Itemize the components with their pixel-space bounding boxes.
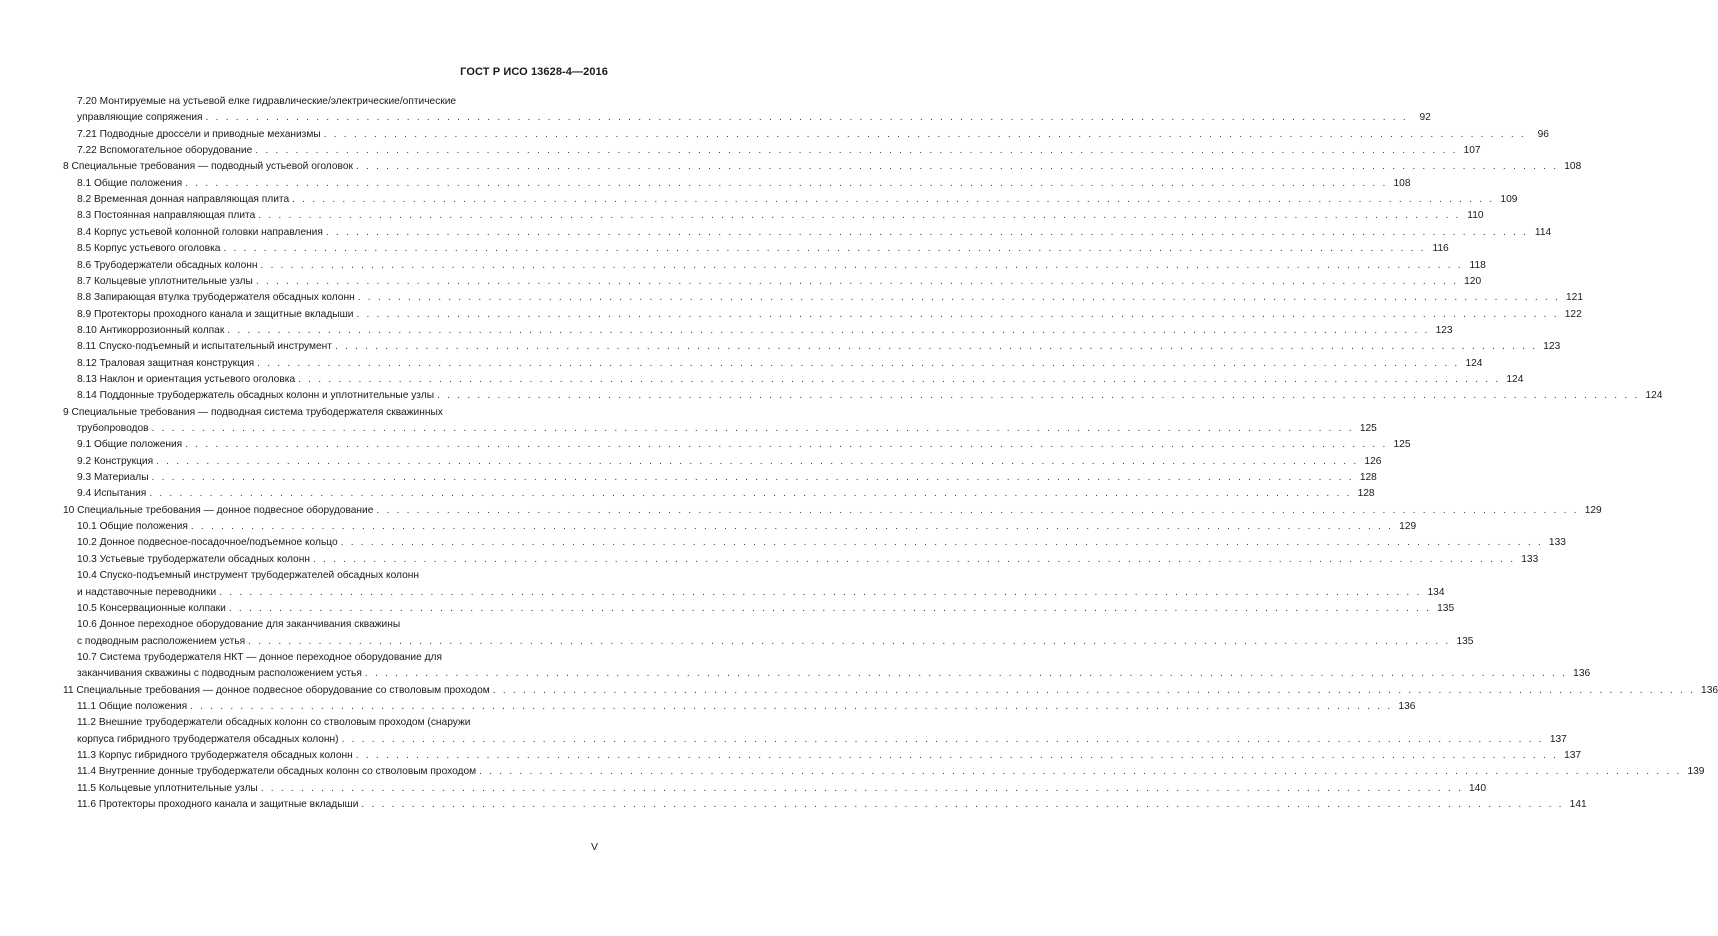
toc-entry [77, 651, 598, 665]
toc-leader-dots: . . . . . . . . . . . . . . . . . . . . . . . . . . . . . . . . . . . . . . . . . . . . . . . . . . . . . . . . . . . . . . . . . . . . . . . . . . . . . . . . . . . . . . . . . . . . . . . . . . . . . . . . . . . . . . . . . . . . . . . . [190, 521, 1394, 533]
toc-entry-title: 8.12 Траловая защитная конструкция [77, 357, 255, 369]
toc-entry-page: 121 [1565, 292, 1583, 304]
toc-entry-title: трубопроводов [77, 423, 149, 434]
toc-entry-title: 8.6 Трубодержатели обсадных колонн [77, 259, 258, 271]
toc-entry-title: и надставочные переводники [77, 586, 217, 598]
toc-entry [77, 193, 1518, 207]
toc-entry-title: 8.9 Протекторы проходного канала и защитные вкладыши [77, 308, 354, 320]
toc-leader-dots: . . . . . . . . . . . . . . . . . . . . . . . . . . . . . . . . . . . . . . . . . . . . . . . . . . . . . . . . . . . . . . . . . . . . . . . . . . . . . . . . . . . . . . . . . . . . . . . . . . . . . . . . . . . . . . . . . . . . . . . . [185, 439, 1388, 451]
toc-entry-title: 8.11 Спуско-подъемный и испытательный инструмент [77, 341, 332, 353]
toc-entry [63, 504, 1602, 518]
toc-leader-dots: . . . . . . . . . . . . . . . . . . . . . . . . . . . . . . . . . . . . . . . . . . . . . . . . . . . . . . . . . . . . . . . . . . . . . . . . . . . . . . . . . . . . . . . . . . . . . . . . . . . . . . . . . . . . . . . . . . . . . . . . [260, 259, 1463, 271]
toc-leader-dots: . . . . . . . . . . . . . . . . . . . . . . . . . . . . . . . . . . . . . . . . . . . . . . . . . . . . . . . . . . . . . . . . . . . . . . . . . . . . . . . . . . . . . . . . . . . . . . . . . . . . . . . . . . . . . . . . . . . . . . . . [355, 750, 1559, 761]
toc-leader-dots: . . . . . . . . . . . . . . . . . . . . . . . . . . . . . . . . . . . . . . . . . . . . . . . . . . . . . . . . . . . . . . . . . . . . . . . . . . . . . . . . . . . . . . . . . . . . . . . . . . . . . . . . . . . . . . . . . . . . . . . . [355, 161, 1559, 173]
toc-entry-page: 116 [1432, 243, 1449, 255]
toc-entry-title: 10.6 Донное переходное оборудование для заканчивания скважины [77, 619, 401, 631]
toc-entry-title: 10.3 Устьевые трубодержатели обсадных колонн [77, 553, 310, 565]
toc-leader-dots: . . . . . . . . . . . . . . . . . . . . . . . . . . . . . . . . . . . . . . . . . . . . . . . . . . . . . . . . . . . . . . . . . . . . . . . . . . . . . . . . . . . . . . . . . . . . . . . . . . . . . . . . . . . . . . . . . . . . . . . . [248, 635, 1451, 647]
toc-leader-dots: . . . . . . . . . . . . . . . . . . . . . . . . . . . . . . . . . . . . . . . . . . . . . . . . . . . . . . . . . . . . . . . . . . . . . . . . . . . . . . . . . . . . . . . . . . . . . . . . . . . . . . . . . . . . . . . . . . . . . . . . [190, 700, 1393, 712]
toc-entry [63, 160, 1582, 174]
toc-leader-dots: . . . . . . . . . . . . . . . . . . . . . . . . . . . . . . . . . . . . . . . . . . . . . . . . . . . . . . . . . . . . . . . . . . . . . . . . . . . . . . . . . . . . . . . . . . . . . . . . . . . . . . . . . . . . . . . . . . . . . . . . [227, 324, 1430, 336]
toc-leader-dots: . . . . . . . . . . . . . . . . . . . . . . . . . . . . . . . . . . . . . . . . . . . . . . . . . . . . . . . . . . . . . . . . . . . . . . . . . . . . . . . . . . . . . . . . . . . . . . . . . . . . . . . . . . . . . . . . . . . . . . . . [325, 226, 1529, 238]
toc-entry [77, 275, 1482, 289]
toc-leader-dots: . . . . . . . . . . . . . . . . . . . . . . . . . . . . . . . . . . . . . . . . . . . . . . . . . . . . . . . . . . . . . . . . . . . . . . . . . . . . . . . . . . . . . . . . . . . . . . . . . . . . . . . . . . . . . . . . . . . . . . . . [298, 373, 1501, 385]
toc-entry [77, 422, 1377, 436]
toc-entry-page: 107 [1463, 145, 1481, 157]
toc-entry [77, 602, 1455, 616]
toc-entry-title: 8.14 Поддонные трубодержатель обсадных колонн и уплотнительные узлы [77, 390, 435, 402]
toc-entry-title: 9 Специальные требования — подводная система трубодержателя скважинных [63, 406, 443, 418]
toc-entry-title: 8 Специальные требования — подводный устьевой оголовок [63, 161, 353, 173]
toc-leader-dots: . . . . . . . . . . . . . . . . . . . . . . . . . . . . . . . . . . . . . . . . . . . . . . . . . . . . . . . . . . . . . . . . . . . . . . . . . . . . . . . . . . . . . . . . . . . . . . . . . . . . . . . . . . . . . . . . . . . . . . . . [205, 112, 1408, 124]
toc-entry-page: 133 [1521, 553, 1539, 565]
toc-entry-page: 137 [1549, 733, 1567, 745]
toc-entry-page: 114 [1534, 226, 1552, 238]
toc-entry-page: 136 [1573, 668, 1591, 680]
toc-entry-page: 123 [1435, 324, 1453, 336]
toc-entry-title: 11 Специальные требования — донное подвесное оборудование со стволовым проходом [63, 684, 490, 696]
toc-entry-page: 129 [1584, 504, 1602, 516]
toc-leader-dots: . . . . . . . . . . . . . . . . . . . . . . . . . . . . . . . . . . . . . . . . . . . . . . . . . . . . . . . . . . . . . . . . . . . . . . . . . . . . . . . . . . . . . . . . . . . . . . . . . . . . . . . . . . . . . . . . . . . . . . . . [376, 504, 1579, 516]
toc-entry-title: 8.4 Корпус устьевой колонной головки направления [77, 226, 323, 238]
toc-leader-dots: . . . . . . . . . . . . . . . . . . . . . . . . . . . . . . . . . . . . . . . . . . . . . . . . . . . . . . . . . . . . . . . . . . . . . . . . . . . . . . . . . . . . . . . . . . . . . . . . . . . . . . . . . . . . . . . . . . . . . . . . [151, 472, 1354, 484]
toc-entry-title: 10.2 Донное подвесное-посадочное/подъемное кольцо [77, 537, 338, 549]
toc-entry-page: 135 [1456, 635, 1474, 647]
toc-leader-dots: . . . . . . . . . . . . . . . . . . . . . . . . . . . . . . . . . . . . . . . . . . . . . . . . . . . . . . . . . . . . . . . . . . . . . . . . . . . . . . . . . . . . . . . . . . . . . . . . . . . . . . . . . . . . . . . . . . . . . . . . [260, 782, 1464, 794]
toc-leader-dots: . . . . . . . . . . . . . . . . . . . . . . . . . . . . . . . . . . . . . . . . . . . . . . . . . . . . . . . . . . . . . . . . . . . . . . . . . . . . . . . . . . . . . . . . . . . . . . . . . . . . . . . . . . . . . . . . . . . . . . . . [185, 177, 1388, 189]
toc-entry-title: 9.3 Материалы [77, 472, 149, 484]
toc-entry [77, 520, 1417, 534]
toc-entry-page: 124 [1645, 390, 1663, 402]
toc-entry-title: 8.3 Постоянная направляющая плита [77, 210, 256, 222]
toc-entry-title: управляющие сопряжения [77, 112, 203, 124]
toc-leader-dots: . . . . . . . . . . . . . . . . . . . . . . . . . . . . . . . . . . . . . . . . . . . . . . . . . . . . . . . . . . . . . . . . . . . . . . . . . . . . . . . . . . . . . . . . . . . . . . . . . . . . . . . . . . . . . . . . . . . . . . . . [357, 292, 1560, 304]
toc-entry [77, 373, 1524, 387]
toc-entry-title: 7.22 Вспомогательное оборудование [77, 145, 253, 157]
toc-entry [77, 700, 1416, 714]
toc-leader-dots: . . . . . . . . . . . . . . . . . . . . . . . . . . . . . . . . . . . . . . . . . . . . . . . . . . . . . . . . . . . . . . . . . . . . . . . . . . . . . . . . . . . . . . . . . . . . . . . . . . . . . . . . . . . . . . . . . . . . . . . . [356, 308, 1559, 320]
toc-entry-title: 8.7 Кольцевые уплотнительные узлы [77, 275, 253, 287]
toc-entry [77, 553, 1539, 567]
toc-leader-dots: . . . . . . . . . . . . . . . . . . . . . . . . . . . . . . . . . . . . . . . . . . . . . . . . . . . . . . . . . . . . . . . . . . . . . . . . . . . . . . . . . . . . . . . . . . . . . . . . . . . . . . . . . . . . . . . . . . . . . . . . [219, 586, 1422, 598]
toc-leader-dots: . . . . . . . . . . . . . . . . . . . . . . . . . . . . . . . . . . . . . . . . . . . . . . . . . . . . . . . . . . . . . . . . . . . . . . . . . . . . . . . . . . . . . . . . . . . . . . . . . . . . . . . . . . . . . . . . . . . . . . . . [258, 210, 1461, 222]
toc-entry [77, 586, 1445, 600]
toc-entry [77, 749, 1582, 763]
toc-entry [77, 226, 1552, 240]
toc-entry-title: 7.21 Подводные дроссели и приводные механизмы [77, 128, 321, 140]
toc-entry-page: 108 [1393, 177, 1411, 189]
toc-entry-title: 11.3 Корпус гибридного трубодержателя обсадных колонн [77, 750, 353, 761]
toc-entry-title: 10.4 Спуско-подъемный инструмент трубодержателей обсадных колонн [77, 570, 420, 582]
toc-entry-page: 108 [1564, 161, 1582, 173]
toc-entry-title: 9.2 Конструкция [77, 455, 154, 467]
toc-entry [77, 340, 1561, 354]
toc-entry-page: 135 [1437, 602, 1455, 614]
toc-entry [77, 487, 1375, 501]
toc-entry-page: 124 [1506, 373, 1524, 385]
toc-entry [77, 455, 1382, 469]
toc-entry-title: 10.1 Общие положения [77, 521, 188, 533]
toc-entry [77, 111, 1431, 125]
toc-entry-title: 8.1 Общие положения [77, 177, 183, 189]
toc-entry-title: 11.5 Кольцевые уплотнительные узлы [77, 782, 258, 794]
page-number: V [590, 841, 598, 853]
toc-entry-title: 8.8 Запирающая втулка трубодержателя обсадных колонн [77, 292, 355, 304]
toc-entry [77, 618, 598, 632]
toc-entry-page: 96 [1537, 128, 1549, 140]
toc-entry [77, 291, 1583, 305]
toc-entry-title: 8.10 Антикоррозионный колпак [77, 324, 225, 336]
toc-leader-dots: . . . . . . . . . . . . . . . . . . . . . . . . . . . . . . . . . . . . . . . . . . . . . . . . . . . . . . . . . . . . . . . . . . . . . . . . . . . . . . . . . . . . . . . . . . . . . . . . . . . . . . . . . . . . . . . . . . . . . . . . [149, 488, 1352, 500]
toc-leader-dots: . . . . . . . . . . . . . . . . . . . . . . . . . . . . . . . . . . . . . . . . . . . . . . . . . . . . . . . . . . . . . . . . . . . . . . . . . . . . . . . . . . . . . . . . . . . . . . . . . . . . . . . . . . . . . . . . . . . . . . . . [334, 341, 1538, 353]
toc-entry [77, 308, 1582, 322]
toc-entry-page: 137 [1564, 750, 1582, 761]
toc-entry-title: 11.6 Протекторы проходного канала и защитные вкладыши [77, 799, 359, 811]
toc-entry-title: 9.1 Общие положения [77, 439, 183, 451]
toc-entry-page: 128 [1359, 472, 1377, 484]
toc-leader-dots: . . . . . . . . . . . . . . . . . . . . . . . . . . . . . . . . . . . . . . . . . . . . . . . . . . . . . . . . . . . . . . . . . . . . . . . . . . . . . . . . . . . . . . . . . . . . . . . . . . . . . . . . . . . . . . . . . . . . . . . . [257, 357, 1460, 369]
toc-entry [77, 667, 1591, 681]
toc-entry-title: 11.4 Внутренние донные трубодержатели обсадных колонн со стволовым проходом [77, 766, 477, 778]
toc-entry [77, 95, 598, 109]
toc-entry [77, 635, 1474, 649]
toc-leader-dots: . . . . . . . . . . . . . . . . . . . . . . . . . . . . . . . . . . . . . . . . . . . . . . . . . . . . . . . . . . . . . . . . . . . . . . . . . . . . . . . . . . . . . . . . . . . . . . . . . . . . . . . . . . . . . . . . . . . . . . . . [361, 799, 1564, 811]
toc-entry-page: 126 [1364, 455, 1382, 467]
toc-entry [77, 798, 1587, 812]
toc-leader-dots: . . . . . . . . . . . . . . . . . . . . . . . . . . . . . . . . . . . . . . . . . . . . . . . . . . . . . . . . . . . . . . . . . . . . . . . . . . . . . . . . . . . . . . . . . . . . . . . . . . . . . . . . . . . . . . . . . . . . . . . . [323, 128, 1526, 140]
document-header: ГОСТ Р ИСО 13628-4—2016 [460, 66, 608, 78]
toc-entry [77, 259, 1486, 273]
toc-entry-title: 8.5 Корпус устьевого оголовка [77, 243, 221, 255]
toc-leader-dots: . . . . . . . . . . . . . . . . . . . . . . . . . . . . . . . . . . . . . . . . . . . . . . . . . . . . . . . . . . . . . . . . . . . . . . . . . . . . . . . . . . . . . . . . . . . . . . . . . . . . . . . . . . . . . . . . . . . . . . . . [151, 423, 1354, 434]
toc-entry [63, 684, 1718, 698]
toc-entry-page: 92 [1419, 112, 1431, 124]
toc-leader-dots: . . . . . . . . . . . . . . . . . . . . . . . . . . . . . . . . . . . . . . . . . . . . . . . . . . . . . . . . . . . . . . . . . . . . . . . . . . . . . . . . . . . . . . . . . . . . . . . . . . . . . . . . . . . . . . . . . . . . . . . . [292, 194, 1495, 206]
toc-entry-page: 136 [1398, 700, 1416, 712]
toc-entry [77, 471, 1377, 485]
toc-entry-page: 136 [1701, 684, 1718, 696]
toc-entry-page: 128 [1357, 488, 1375, 500]
toc-entry [77, 438, 1411, 452]
toc-entry-page: 118 [1469, 259, 1486, 271]
toc-leader-dots: . . . . . . . . . . . . . . . . . . . . . . . . . . . . . . . . . . . . . . . . . . . . . . . . . . . . . . . . . . . . . . . . . . . . . . . . . . . . . . . . . . . . . . . . . . . . . . . . . . . . . . . . . . . . . . . . . . . . . . . . [156, 455, 1359, 467]
toc-leader-dots: . . . . . . . . . . . . . . . . . . . . . . . . . . . . . . . . . . . . . . . . . . . . . . . . . . . . . . . . . . . . . . . . . . . . . . . . . . . . . . . . . . . . . . . . . . . . . . . . . . . . . . . . . . . . . . . . . . . . . . . . [228, 602, 1432, 614]
toc-entry [63, 406, 598, 420]
toc-entry-title: 11.1 Общие положения [77, 700, 188, 712]
toc-entry-title: 9.4 Испытания [77, 488, 147, 500]
toc-entry [77, 209, 1484, 223]
toc-entry-page: 124 [1465, 357, 1483, 369]
toc-entry-title: с подводным расположением устья [77, 635, 246, 647]
toc-leader-dots: . . . . . . . . . . . . . . . . . . . . . . . . . . . . . . . . . . . . . . . . . . . . . . . . . . . . . . . . . . . . . . . . . . . . . . . . . . . . . . . . . . . . . . . . . . . . . . . . . . . . . . . . . . . . . . . . . . . . . . . . [223, 243, 1426, 255]
toc-entry-page: 134 [1427, 586, 1445, 598]
toc-entry-page: 133 [1548, 537, 1566, 549]
toc-entry-page: 125 [1359, 423, 1377, 434]
toc-leader-dots: . . . . . . . . . . . . . . . . . . . . . . . . . . . . . . . . . . . . . . . . . . . . . . . . . . . . . . . . . . . . . . . . . . . . . . . . . . . . . . . . . . . . . . . . . . . . . . . . . . . . . . . . . . . . . . . . . . . . . . . . [479, 766, 1682, 778]
toc-entry [77, 177, 1411, 191]
toc-leader-dots: . . . . . . . . . . . . . . . . . . . . . . . . . . . . . . . . . . . . . . . . . . . . . . . . . . . . . . . . . . . . . . . . . . . . . . . . . . . . . . . . . . . . . . . . . . . . . . . . . . . . . . . . . . . . . . . . . . . . . . . . [364, 668, 1568, 680]
toc-entry-page: 109 [1500, 194, 1518, 206]
toc-entry-page: 139 [1687, 766, 1705, 778]
toc-entry-title: заканчивания скважины с подводным расположением устья [77, 668, 362, 680]
toc-leader-dots: . . . . . . . . . . . . . . . . . . . . . . . . . . . . . . . . . . . . . . . . . . . . . . . . . . . . . . . . . . . . . . . . . . . . . . . . . . . . . . . . . . . . . . . . . . . . . . . . . . . . . . . . . . . . . . . . . . . . . . . . [312, 553, 1516, 565]
toc-entry [77, 389, 1663, 403]
toc-entry-page: 123 [1543, 341, 1561, 353]
toc-entry-page: 141 [1569, 799, 1587, 811]
toc-entry-title: 10.7 Система трубодержателя НКТ — донное переходное оборудование для [77, 651, 443, 663]
toc-entry [77, 782, 1487, 796]
toc-entry [77, 733, 1567, 747]
toc-entry-page: 122 [1564, 308, 1582, 320]
toc-entry [77, 144, 1481, 158]
toc-leader-dots: . . . . . . . . . . . . . . . . . . . . . . . . . . . . . . . . . . . . . . . . . . . . . . . . . . . . . . . . . . . . . . . . . . . . . . . . . . . . . . . . . . . . . . . . . . . . . . . . . . . . . . . . . . . . . . . . . . . . . . . . [492, 684, 1696, 696]
toc-entry [77, 357, 1483, 371]
toc-entry-title: 7.20 Монтируемые на устьевой елке гидравлические/электрические/оптические [77, 96, 457, 107]
toc-leader-dots: . . . . . . . . . . . . . . . . . . . . . . . . . . . . . . . . . . . . . . . . . . . . . . . . . . . . . . . . . . . . . . . . . . . . . . . . . . . . . . . . . . . . . . . . . . . . . . . . . . . . . . . . . . . . . . . . . . . . . . . . [340, 537, 1543, 549]
toc-leader-dots: . . . . . . . . . . . . . . . . . . . . . . . . . . . . . . . . . . . . . . . . . . . . . . . . . . . . . . . . . . . . . . . . . . . . . . . . . . . . . . . . . . . . . . . . . . . . . . . . . . . . . . . . . . . . . . . . . . . . . . . . [255, 275, 1459, 287]
toc-entry-page: 129 [1399, 521, 1417, 533]
toc-leader-dots: . . . . . . . . . . . . . . . . . . . . . . . . . . . . . . . . . . . . . . . . . . . . . . . . . . . . . . . . . . . . . . . . . . . . . . . . . . . . . . . . . . . . . . . . . . . . . . . . . . . . . . . . . . . . . . . . . . . . . . . . [341, 733, 1544, 745]
toc-entry-title: корпуса гибридного трубодержателя обсадных колонн) [77, 733, 339, 745]
toc-entry-title: 8.2 Временная донная направляющая плита [77, 194, 290, 206]
toc-entry-page: 120 [1464, 275, 1482, 287]
toc-entry [77, 716, 598, 730]
toc-leader-dots: . . . . . . . . . . . . . . . . . . . . . . . . . . . . . . . . . . . . . . . . . . . . . . . . . . . . . . . . . . . . . . . . . . . . . . . . . . . . . . . . . . . . . . . . . . . . . . . . . . . . . . . . . . . . . . . . . . . . . . . . [437, 390, 1640, 402]
toc-entry [77, 242, 1449, 256]
toc-entry [77, 765, 1705, 779]
toc-leader-dots: . . . . . . . . . . . . . . . . . . . . . . . . . . . . . . . . . . . . . . . . . . . . . . . . . . . . . . . . . . . . . . . . . . . . . . . . . . . . . . . . . . . . . . . . . . . . . . . . . . . . . . . . . . . . . . . . . . . . . . . . [255, 145, 1458, 157]
toc-entry-title: 10 Специальные требования — донное подвесное оборудование [63, 504, 374, 516]
toc-entry-title: 8.13 Наклон и ориентация устьевого оголовка [77, 373, 296, 385]
toc-entry [77, 536, 1566, 550]
toc-entry [77, 324, 1453, 338]
toc-entry [77, 128, 1549, 142]
toc-entry-title: 10.5 Консервационные колпаки [77, 602, 226, 614]
toc-entry-page: 140 [1469, 782, 1487, 794]
toc-entry [77, 569, 598, 583]
toc-entry-page: 110 [1467, 210, 1484, 222]
toc-entry-page: 125 [1393, 439, 1411, 451]
toc-entry-title: 11.2 Внешние трубодержатели обсадных колонн со стволовым проходом (снаружи [77, 717, 471, 729]
